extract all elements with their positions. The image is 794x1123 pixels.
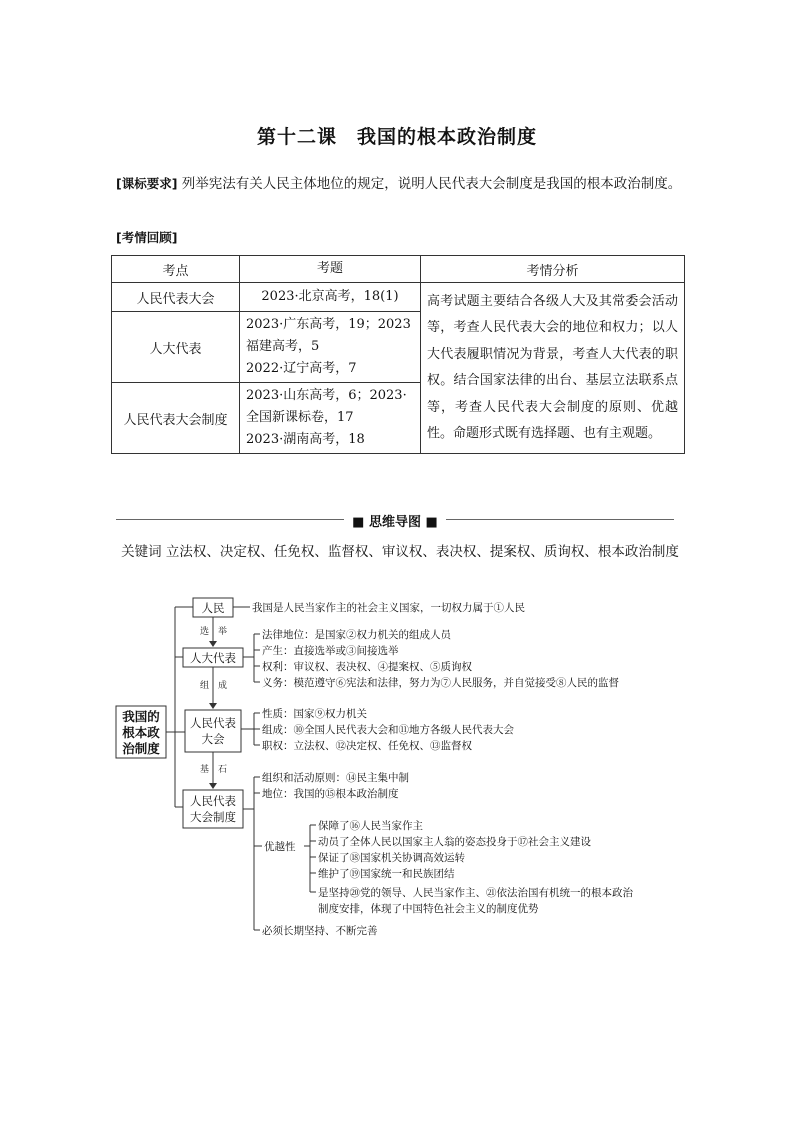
question-line: 2023·广东高考，19；2023福建高考，5 <box>246 317 411 354</box>
advantage-item: 保障了⑯人民当家作主 <box>318 820 423 832</box>
node-system-line: 大会制度 <box>190 810 236 824</box>
question-line: 2023·湖南高考，18 <box>246 432 365 447</box>
root-line: 我国的 <box>122 709 160 724</box>
section-title: ■ 思维导图 ■ <box>352 515 438 530</box>
table-cell: 2023·北京高考，18(1) <box>240 283 421 312</box>
congress-item: 组成：⑩全国人民代表大会和⑪地方各级人民代表大会 <box>262 724 514 736</box>
congress-item: 性质：国家⑨权力机关 <box>262 708 367 720</box>
node-congress-line: 人民代表 <box>190 716 236 730</box>
advantage-item: 是坚持⑳党的领导、人民当家作主、㉑依法治国有机统一的根本政治 <box>318 887 633 899</box>
standard-text: 列举宪法有关人民主体地位的规定，说明人民代表大会制度是我国的根本政治制度。 <box>181 176 682 192</box>
people-desc: 我国是人民当家作主的社会主义国家，一切权力属于①人民 <box>252 602 525 614</box>
table-header: 考情分析 <box>421 256 685 283</box>
root-line: 根本政 <box>122 725 160 740</box>
node-deputy: 人大代表 <box>190 651 236 665</box>
table-cell: 人民代表大会 <box>112 283 240 312</box>
root-line: 治制度 <box>122 741 160 756</box>
advantage-item-cont: 制度安排，体现了中国特色社会主义的制度优势 <box>318 903 539 915</box>
table-header: 考点 <box>112 256 240 283</box>
page-title: 第十二课 我国的根本政治制度 <box>256 126 537 148</box>
arrow-label-elect: 选 举 <box>200 627 228 637</box>
arrow-label-compose: 组 成 <box>200 681 228 691</box>
advantage-item: 维护了⑲国家统一和民族团结 <box>318 868 455 880</box>
review-label: [考情回顾] <box>116 230 178 245</box>
question-line: 2022·辽宁高考，7 <box>246 361 357 376</box>
deputy-item: 权利：审议权、表决权、④提案权、⑤质询权 <box>262 661 472 673</box>
table-cell: 人民代表大会制度 <box>112 383 240 454</box>
final-item: 必须长期坚持、不断完善 <box>262 925 378 937</box>
congress-item: 职权：立法权、⑫决定权、任免权、⑬监督权 <box>262 740 472 752</box>
advantages-label: 优越性 <box>264 841 296 853</box>
arrow-label-cornerstone: 基 石 <box>200 765 228 775</box>
standard-label: [课标要求] <box>116 176 178 191</box>
deputy-item: 法律地位：是国家②权力机关的组成人员 <box>262 629 451 641</box>
table-header: 考题 <box>240 256 421 283</box>
deputy-item: 产生：直接选举或③间接选举 <box>262 645 399 657</box>
deputy-item: 义务：模范遵守⑥宪法和法律，努力为⑦人民服务，并自觉接受⑧人民的监督 <box>262 677 619 689</box>
question-line: 2023·山东高考，6；2023·全国新课标卷，17 <box>246 388 407 425</box>
system-item: 地位：我国的⑮根本政治制度 <box>262 788 399 800</box>
analysis-cell: 高考试题主要结合各级人大及其常委会活动等，考查人民代表大会的地位和权力；以人大代表履职情况为背景，考查人大代表的职权。结合国家法律的出台、基层立法联系点等，考查人民代表大会制度的原则、优越性。命题形式既有选择题、也有主观题。 <box>421 283 685 454</box>
system-item: 组织和活动原则：⑭民主集中制 <box>262 772 409 784</box>
node-system-line: 人民代表 <box>190 794 236 808</box>
node-people: 人民 <box>201 601 225 615</box>
advantage-item: 动员了全体人民以国家主人翁的姿态投身于⑰社会主义建设 <box>318 836 591 848</box>
advantage-item: 保证了⑱国家机关协调高效运转 <box>318 852 465 864</box>
keywords: 关键词 立法权、决定权、任免权、监督权、审议权、表决权、提案权、质询权、根本政治制度 <box>121 544 679 560</box>
table-cell: 人大代表 <box>112 312 240 383</box>
section-title-text: 思维导图 <box>368 515 421 530</box>
node-congress-line: 大会 <box>201 732 225 746</box>
